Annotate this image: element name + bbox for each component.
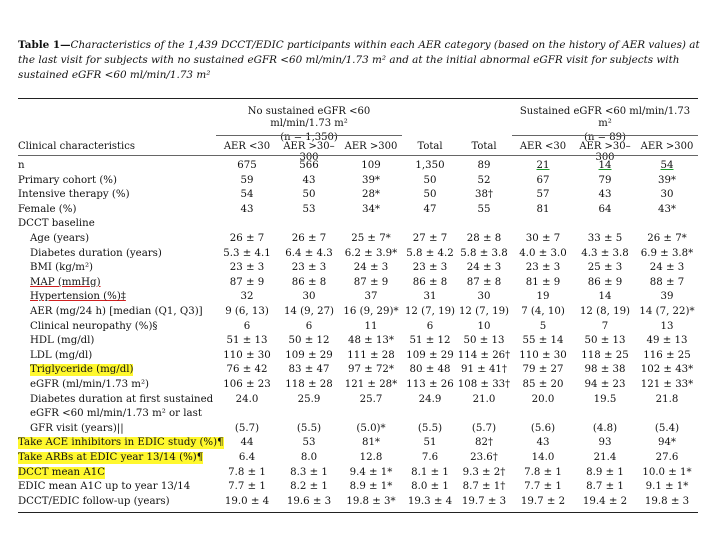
- table-cell: 7.8 ± 1: [524, 466, 562, 478]
- table-cell: 50 ± 13: [463, 335, 505, 347]
- row-label: Take ACE inhibitors in EDIC study (%)¶: [18, 437, 224, 449]
- table-cell: 48 ± 13*: [347, 335, 395, 347]
- table-cell: 27.6: [655, 452, 679, 463]
- table-cell: 24.0: [235, 393, 259, 405]
- table-row: [0, 277, 720, 289]
- table-cell: 79 ± 27: [522, 364, 564, 376]
- table-cell: 675: [237, 160, 257, 171]
- table-cell: 86 ± 8: [412, 276, 448, 288]
- table-row: [0, 175, 720, 187]
- row-label: Clinical neuropathy (%)§: [30, 320, 158, 332]
- table-cell: 28*: [361, 189, 381, 201]
- table-cell: 43: [240, 203, 254, 215]
- table-row: [0, 248, 720, 260]
- rule-top: [18, 98, 698, 99]
- table-cell: 51: [423, 437, 437, 449]
- table-cell: 13: [660, 320, 674, 332]
- row-label: DCCT/EDIC follow-up (years): [18, 495, 170, 507]
- table-cell: 566: [299, 160, 319, 171]
- caption-text: Characteristics of the 1,439 DCCT/EDIC participants within each AER category (based on the history of AER values) at the last visit for subjects with no sustained eGFR <60 ml/min/1.73 m² and at the initial abnormal eGFR visit for subjects with sustained eGFR <60 ml/min/1.73 m²: [18, 39, 700, 81]
- row-label: EDIC mean A1C up to year 13/14: [18, 481, 191, 493]
- row-label: DCCT mean A1C: [18, 466, 105, 478]
- table-cell: 8.0: [300, 452, 318, 463]
- rule-group-left: [216, 135, 402, 136]
- table-cell: 21.4: [593, 452, 617, 463]
- table-cell: 4.0 ± 3.0: [519, 247, 567, 259]
- table-cell: 87 ± 8: [466, 276, 502, 288]
- table-cell: 38†: [474, 189, 494, 201]
- table-caption: [18, 38, 708, 83]
- table-cell: (5.7): [234, 422, 260, 434]
- table-row: [0, 262, 720, 274]
- table-cell: 19.7 ± 2: [520, 495, 566, 507]
- row-label: Age (years): [30, 233, 90, 244]
- table-cell: 118 ± 28: [285, 379, 333, 390]
- table-cell: 67: [536, 174, 550, 186]
- table-cell: (5.5): [296, 422, 322, 434]
- table-cell: 30 ± 7: [525, 233, 561, 244]
- table-cell: 10.0 ± 1*: [642, 466, 692, 478]
- table-cell: 4.3 ± 3.8: [581, 247, 629, 259]
- table-cell: 51 ± 12: [409, 335, 451, 347]
- table-cell: (5.5): [417, 422, 443, 434]
- table-cell: 6: [243, 320, 251, 332]
- table-cell: 6.4 ± 4.3: [285, 247, 333, 259]
- group-no-sustained-title: No sustained eGFR <60 ml/min/1.73 m²: [247, 106, 371, 129]
- table-cell: 6: [426, 320, 434, 332]
- table-cell: 7 (4, 10): [521, 306, 565, 317]
- table-cell: 9.1 ± 1*: [645, 481, 689, 493]
- table-cell: 16 (9, 29)*: [343, 306, 399, 317]
- table-cell: 121 ± 33*: [640, 379, 694, 390]
- table-cell: 89: [477, 160, 491, 171]
- table-cell: 53: [302, 437, 316, 449]
- row-label: LDL (mg/dl): [30, 349, 93, 361]
- table-row: [0, 350, 720, 362]
- table-row: [0, 394, 720, 406]
- table-cell: 8.3 ± 1: [290, 466, 328, 478]
- table-cell: 98 ± 38: [584, 364, 626, 376]
- group-no-sustained-n: (n = 1,350): [280, 132, 338, 143]
- table-cell: 24.9: [418, 393, 442, 405]
- rule-bottom: [18, 512, 698, 513]
- table-row: [0, 452, 720, 464]
- table-cell: 10: [477, 320, 491, 332]
- col-header-aer-30-300: AER >30–300: [283, 141, 335, 163]
- table-cell: 79: [598, 174, 612, 186]
- table-cell: 19: [536, 291, 550, 303]
- table-cell: 9.4 ± 1*: [349, 466, 393, 478]
- table-cell: 110 ± 30: [223, 349, 271, 361]
- table-cell: 50: [302, 189, 316, 201]
- table-cell: 7.7 ± 1: [228, 481, 266, 493]
- row-label: Primary cohort (%): [18, 174, 117, 186]
- table-row: [0, 291, 720, 303]
- table-cell: 23.6†: [470, 452, 498, 463]
- table-row: [0, 321, 720, 333]
- table-cell: 30: [477, 291, 491, 303]
- table-cell: 34*: [361, 203, 381, 215]
- col-header-sus-aer-30-300: AER >30–300: [579, 141, 631, 163]
- table-row: [0, 335, 720, 347]
- row-label: n: [18, 160, 25, 171]
- table-cell: 8.7 ± 1†: [462, 481, 506, 493]
- table-cell: 14 (9, 27): [283, 306, 335, 317]
- table-cell: 6: [305, 320, 313, 332]
- table-cell: 114 ± 26†: [457, 349, 511, 361]
- row-label: BMI (kg/m²): [30, 262, 94, 274]
- table-cell: (5.6): [530, 422, 556, 434]
- table-row: [0, 233, 720, 245]
- table-cell: 14: [598, 160, 612, 171]
- group-sustained: [512, 106, 698, 144]
- table-cell: 109 ± 29: [285, 349, 333, 361]
- row-label: AER (mg/24 h) [median (Q1, Q3)]: [30, 306, 203, 317]
- row-label: Triglyceride (mg/dl): [30, 364, 134, 376]
- table-cell: 55 ± 14: [522, 335, 564, 347]
- rule-group-right: [512, 135, 698, 136]
- table-cell: 106 ± 23: [223, 379, 271, 390]
- table-cell: 12 (7, 19): [404, 306, 456, 317]
- table-cell: 32: [240, 291, 254, 303]
- col-header-characteristics: Clinical characteristics: [18, 141, 135, 152]
- table-cell: 8.9 ± 1*: [349, 481, 393, 493]
- table-cell: 26 ± 7*: [647, 233, 687, 244]
- table-cell: 26 ± 7: [229, 233, 265, 244]
- table-row: [0, 189, 720, 201]
- table-cell: 8.1 ± 1: [411, 466, 449, 478]
- row-label: MAP (mmHg): [30, 276, 101, 288]
- table-cell: 116 ± 25: [643, 349, 691, 361]
- table-cell: 8.7 ± 1: [586, 481, 624, 493]
- table-cell: 93: [598, 437, 612, 449]
- table-cell: 81*: [361, 437, 381, 449]
- table-cell: 9.3 ± 2†: [462, 466, 506, 478]
- table-row: [0, 160, 720, 172]
- table-cell: 14.0: [531, 452, 555, 463]
- table-cell: 50: [423, 189, 437, 201]
- table-cell: 110 ± 30: [519, 349, 567, 361]
- table-cell: 14: [598, 291, 612, 303]
- table-cell: 12.8: [359, 452, 383, 463]
- table-row: [0, 218, 720, 230]
- table-cell: 19.4 ± 2: [582, 495, 628, 507]
- col-header-total-right: Total: [471, 141, 497, 152]
- table-row: [0, 496, 720, 508]
- table-cell: 7.8 ± 1: [228, 466, 266, 478]
- table-cell: 24 ± 3: [353, 262, 389, 274]
- table-cell: 19.8 ± 3: [644, 495, 690, 507]
- table-cell: 118 ± 25: [581, 349, 629, 361]
- table-cell: 5: [539, 320, 547, 332]
- row-label: HDL (mg/dl): [30, 335, 95, 347]
- group-sustained-title: Sustained eGFR <60 ml/min/1.73 m²: [519, 106, 691, 129]
- table-cell: 6.2 ± 3.9*: [344, 247, 398, 259]
- table-cell: 43*: [657, 203, 677, 215]
- table-cell: 86 ± 9: [587, 276, 623, 288]
- table-cell: 59: [240, 174, 254, 186]
- table-row: [0, 423, 720, 435]
- table-cell: 39: [660, 291, 674, 303]
- col-header-aer-lt30: AER <30: [223, 141, 271, 152]
- table-cell: 19.3 ± 4: [407, 495, 453, 507]
- table-cell: 21.8: [655, 393, 679, 405]
- table-cell: 14 (7, 22)*: [639, 306, 695, 317]
- table-cell: 7.7 ± 1: [524, 481, 562, 493]
- table-cell: 26 ± 7: [291, 233, 327, 244]
- table-cell: 28 ± 8: [466, 233, 502, 244]
- table-cell: 121 ± 28*: [344, 379, 398, 390]
- group-no-sustained: [216, 106, 402, 144]
- table-cell: (5.4): [654, 422, 680, 434]
- table-cell: 55: [477, 203, 491, 215]
- table-cell: 39*: [657, 174, 677, 186]
- table-cell: 97 ± 72*: [347, 364, 395, 376]
- table-cell: 91 ± 41†: [460, 364, 508, 376]
- row-label: Intensive therapy (%): [18, 189, 130, 201]
- table-cell: 30: [660, 189, 674, 201]
- table-row: [0, 437, 720, 449]
- table-cell: 50 ± 12: [288, 335, 330, 347]
- table-cell: 87 ± 9: [353, 276, 389, 288]
- table-cell: 83 ± 47: [288, 364, 330, 376]
- table-cell: 9 (6, 13): [225, 306, 269, 317]
- table-cell: 19.8 ± 3*: [346, 495, 396, 507]
- table-cell: (5.7): [471, 422, 497, 434]
- row-label: DCCT baseline: [18, 218, 95, 230]
- row-label: eGFR <60 ml/min/1.73 m² or last: [30, 408, 202, 420]
- table-row: [0, 306, 720, 318]
- table-cell: 12 (7, 19): [458, 306, 510, 317]
- table-cell: 25 ± 3: [587, 262, 623, 274]
- table-cell: 6.4: [238, 452, 256, 463]
- table-cell: 109: [361, 160, 381, 171]
- table-cell: 8.2 ± 1: [290, 481, 328, 493]
- table-cell: 57: [536, 189, 550, 201]
- table-cell: 43: [302, 174, 316, 186]
- table-cell: 113 ± 26: [406, 379, 454, 390]
- table-cell: 27 ± 7: [412, 233, 448, 244]
- table-cell: 37: [364, 291, 378, 303]
- table-cell: 25 ± 7*: [351, 233, 391, 244]
- row-label: Diabetes duration at first sustained: [30, 393, 214, 405]
- table-cell: 53: [302, 203, 316, 215]
- row-label: Female (%): [18, 203, 77, 215]
- table-cell: 25.7: [359, 393, 383, 405]
- rule-header: [18, 155, 698, 156]
- group-sustained-n: (n = 89): [584, 132, 626, 143]
- table-cell: 21: [536, 160, 550, 171]
- table-cell: 5.8 ± 3.8: [460, 247, 508, 259]
- table-cell: 54: [660, 160, 674, 171]
- table-row: [0, 481, 720, 493]
- table-cell: 7.6: [421, 452, 439, 463]
- table-cell: (5.0)*: [356, 422, 386, 434]
- table-cell: 64: [598, 203, 612, 215]
- table-cell: 31: [423, 291, 437, 303]
- table-cell: 50: [423, 174, 437, 186]
- table-cell: 86 ± 8: [291, 276, 327, 288]
- row-label: Take ARBs at EDIC year 13/14 (%)¶: [18, 452, 204, 463]
- table-cell: 8.0 ± 1: [411, 481, 449, 493]
- table-cell: 19.6 ± 3: [286, 495, 332, 507]
- table-cell: 30: [302, 291, 316, 303]
- table-cell: 108 ± 33†: [457, 379, 511, 390]
- table-cell: 94*: [657, 437, 677, 449]
- table-cell: 44: [240, 437, 254, 449]
- table-cell: 49 ± 13: [646, 335, 688, 347]
- table-cell: 5.3 ± 4.1: [223, 247, 271, 259]
- table-cell: 43: [598, 189, 612, 201]
- table-cell: 24 ± 3: [466, 262, 502, 274]
- table-cell: 81 ± 9: [525, 276, 561, 288]
- table-cell: 7: [601, 320, 609, 332]
- table-cell: 19.7 ± 3: [461, 495, 507, 507]
- table-cell: 102 ± 43*: [640, 364, 694, 376]
- table-cell: 23 ± 3: [291, 262, 327, 274]
- row-label: Diabetes duration (years): [30, 247, 162, 259]
- col-header-aer-gt300: AER >300: [344, 141, 398, 152]
- table-cell: 24 ± 3: [649, 262, 685, 274]
- table-cell: 25.9: [297, 393, 321, 405]
- table-cell: 33 ± 5: [587, 233, 623, 244]
- col-header-total-left: Total: [417, 141, 443, 152]
- table-cell: 19.0 ± 4: [224, 495, 270, 507]
- table-cell: 47: [423, 203, 437, 215]
- table-cell: 8.9 ± 1: [586, 466, 624, 478]
- table-cell: 12 (8, 19): [579, 306, 631, 317]
- table-cell: 111 ± 28: [347, 349, 395, 361]
- table-cell: 82†: [474, 437, 494, 449]
- table-row: [0, 204, 720, 216]
- table-cell: 39*: [361, 174, 381, 186]
- table-cell: 21.0: [472, 393, 496, 405]
- row-label: Hypertension (%)‡: [30, 291, 126, 303]
- table-row: [0, 467, 720, 479]
- table-cell: 80 ± 48: [409, 364, 451, 376]
- table-row: [0, 379, 720, 391]
- table-cell: 20.0: [531, 393, 555, 405]
- col-header-sus-aer-gt300: AER >300: [640, 141, 694, 152]
- table-cell: 81: [536, 203, 550, 215]
- row-label: GFR visit (years)||: [30, 422, 124, 434]
- table-row: [0, 408, 720, 420]
- table-cell: 52: [477, 174, 491, 186]
- table-cell: (4.8): [592, 422, 618, 434]
- table-cell: 43: [536, 437, 550, 449]
- table-cell: 54: [240, 189, 254, 201]
- table-cell: 19.5: [593, 393, 617, 405]
- table-cell: 50 ± 13: [584, 335, 626, 347]
- table-cell: 23 ± 3: [525, 262, 561, 274]
- table-cell: 23 ± 3: [229, 262, 265, 274]
- table-cell: 109 ± 29: [406, 349, 454, 361]
- table-row: [0, 364, 720, 376]
- table-cell: 23 ± 3: [412, 262, 448, 274]
- table-cell: 88 ± 7: [649, 276, 685, 288]
- table-cell: 6.9 ± 3.8*: [640, 247, 694, 259]
- table-cell: 87 ± 9: [229, 276, 265, 288]
- table-cell: 1,350: [415, 160, 445, 171]
- row-label: eGFR (ml/min/1.73 m²): [30, 379, 150, 390]
- col-header-sus-aer-lt30: AER <30: [519, 141, 567, 152]
- table-cell: 85 ± 20: [522, 379, 564, 390]
- table-cell: 51 ± 13: [226, 335, 268, 347]
- table-cell: 76 ± 42: [226, 364, 268, 376]
- table-cell: 94 ± 23: [584, 379, 626, 390]
- table-cell: 5.8 ± 4.2: [406, 247, 454, 259]
- table-label: Table 1—: [18, 39, 71, 51]
- table-cell: 11: [364, 320, 378, 332]
